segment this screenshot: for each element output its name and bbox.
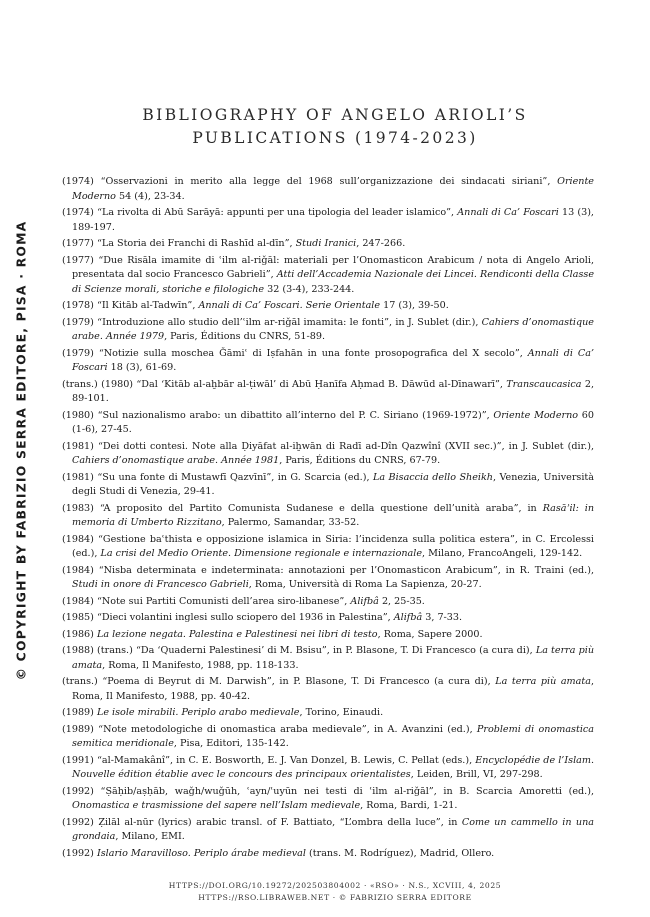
entry-text: (1981) “Su una fonte di Mustawfī Qazvīnī”, in G. Scarcia (ed.),: [62, 471, 373, 483]
entry-text: (1985) “Dieci volantini inglesi sullo sciopero del 1936 in Palestina”,: [62, 612, 394, 623]
entry-text: (1988) (trans.) “Da ‘Quaderni Palestinesi’ di M. Bsisu”, in P. Blasone, T. Di Francesco (a cura di),: [62, 645, 536, 656]
bibliography-entry: [62, 564, 594, 593]
entry-text-tail: , Roma, Il Manifesto, 1988, pp. 40-42.: [72, 676, 594, 702]
entry-italic-title: Encyclopédie de l’Islam. Nouvelle édition établie avec le concours des principaux orientalistes: [72, 754, 594, 780]
entry-text-tail: , Roma, Il Manifesto, 1988, pp. 118-133.: [102, 659, 299, 671]
entry-italic-title: Atti dell’Accademia Nazionale dei Lincei. Rendiconti della Classe di Scienze morali, storiche e filologiche: [72, 269, 594, 295]
bibliography-list: [62, 175, 594, 863]
bibliography-entry: [62, 706, 594, 721]
entry-text-tail: 32 (3-4), 233-244.: [264, 283, 355, 295]
entry-text: (1979) “Introduzione allo studio dell’ʿilm ar-riǧāl imamita: le fonti”, in J. Sublet (dir.),: [62, 316, 482, 328]
bibliography-entry: [62, 502, 594, 531]
entry-text: (1974) “Osservazioni in merito alla legge del 1968 sull’organizzazione dei sindacati siriani”,: [62, 176, 558, 187]
entry-text-tail: 54 (4), 23-34.: [115, 190, 185, 202]
bibliography-entry: [62, 595, 594, 610]
entry-text-tail: , Leiden, Brill, VI, 297-298.: [410, 769, 543, 780]
bibliography-entry: [62, 440, 594, 469]
entry-text: (1992) “Ṣāḥib/aṣḥāb, waǧh/wuǧūh, ʿayn/ʿuyūn nei testi di ʿilm al-riǧāl”, in B. Scarcia Amoretti (ed.),: [62, 785, 594, 797]
entry-text: (1983) “A proposito del Partito Comunista Sudanese e della questione dell’unità araba”, in: [62, 502, 543, 514]
side-copyright-text: © COPYRIGHT BY FABRIZIO SERRA EDITORE, PISA · ROMA: [13, 220, 29, 680]
entry-italic-title: Le isole mirabili. Periplo arabo medievale: [96, 707, 300, 718]
entry-text-tail: 3, 7-33.: [422, 612, 463, 623]
bibliography-entry: [62, 378, 594, 407]
entry-italic-title: Annali di Ca’ Foscari: [72, 347, 594, 373]
bibliography-entry: [62, 175, 594, 204]
bibliography-entry: [62, 533, 594, 562]
entry-italic-title: Studi Iranici: [295, 238, 357, 249]
entry-italic-title: Studi in onore di Francesco Gabrieli: [72, 579, 249, 590]
entry-text-tail: 17 (3), 39-50.: [380, 300, 449, 311]
entry-italic-title: Come un cammello in una grondaia: [72, 816, 594, 842]
entry-text: (1992) Ẓilāl al-nūr (lyrics) arabic transl. of F. Battiato, “L’ombra della luce”, in: [62, 816, 462, 828]
entry-text: (1992): [62, 847, 97, 859]
entry-text-tail: 13 (3), 189-197.: [72, 207, 594, 233]
entry-italic-title: Alifbâ: [393, 612, 423, 623]
page-title-line-2: PUBLICATIONS (1974-2023): [192, 129, 478, 147]
entry-text: (1984) “Nisba determinata e indeterminata: annotazioni per l’Onomasticon Arabicum”, in R. Traini (ed.),: [62, 564, 594, 576]
entry-text-tail: 18 (3), 61-69.: [107, 362, 177, 373]
page-title: [90, 104, 580, 150]
entry-text-tail: , Roma, Sapere 2000.: [377, 628, 483, 640]
bibliography-entry: [62, 847, 594, 862]
entry-text-tail: 2, 25-35.: [378, 595, 425, 607]
entry-italic-title: Cahiers d’onomastique arabe. Année 1981: [72, 455, 280, 466]
entry-text: (1974) “La rivolta di Abū Sarāyā: appunti per una tipologia del leader islamico”,: [62, 207, 458, 218]
entry-text: (1979) “Notizie sulla moschea Ǧāmiʿ di Iṣfahān in una fonte prosopografica del X secolo”,: [62, 347, 528, 359]
entry-text-tail: , Roma, Bardi, 1-21.: [360, 800, 458, 811]
entry-text: (trans.) “Poema di Beyrut di M. Darwish”, in P. Blasone, T. Di Francesco (a cura di),: [62, 676, 496, 687]
entry-italic-title: Annali di Ca’ Foscari. Serie Orientale: [198, 300, 381, 311]
entry-text: (1989): [62, 707, 97, 718]
entry-italic-title: La Bisaccia dello Sheikh: [372, 471, 493, 483]
entry-italic-title: Cahiers d’onomastique arabe. Année 1979: [72, 316, 594, 342]
entry-text: (1981) “Dei dotti contesi. Note alla Ḍiyāfat al-iḫwān di Radī ad-Dîn Qazwînî (XVII sec.)”, in J. Sublet (dir.),: [62, 440, 594, 452]
bibliography-entry: [62, 754, 594, 783]
bibliography-entry: [62, 644, 594, 673]
entry-italic-title: Rasāʾil: in memoria di Umberto Rizzitano: [72, 502, 594, 528]
entry-italic-title: La lezione negata. Palestina e Palestinesi nei libri di testo: [96, 628, 378, 640]
entry-italic-title: Alifbâ: [350, 595, 379, 607]
entry-text-tail: 60 (1-6), 27-45.: [72, 409, 594, 435]
entry-italic-title: Transcaucasica: [506, 378, 582, 390]
entry-text-tail: , Palermo, Samandar, 33-52.: [221, 517, 360, 528]
bibliography-entry: [62, 723, 594, 752]
entry-text-tail: , Paris, Éditions du CNRS, 67-79.: [279, 455, 441, 466]
entry-text-tail: , Paris, Éditions du CNRS, 51-89.: [164, 331, 326, 342]
entry-italic-title: Oriente Moderno: [493, 409, 579, 421]
entry-text-tail: , Pisa, Editori, 135-142.: [173, 738, 289, 749]
bibliography-entry: [62, 237, 594, 252]
entry-italic-title: Onomastica e trasmissione del sapere nell’Islam medievale: [72, 800, 361, 811]
entry-text: (1977) “La Storia dei Franchi di Rashīd al-dīn”,: [62, 238, 296, 249]
entry-text: (1984) “Note sui Partiti Comunisti dell’area siro-libanese”,: [62, 595, 351, 607]
footer-doi-line: HTTPS://DOI.ORG/10.19272/202503804002 · «RSO» · N.S., XCVIII, 4, 2025: [168, 881, 502, 890]
entry-italic-title: Annali di Ca’ Foscari: [457, 207, 559, 218]
bibliography-entry: [62, 471, 594, 500]
entry-italic-title: Islario Maravilloso. Periplo árabe medieval: [96, 847, 306, 859]
entry-text: (1991) “al-Mamakânî”, in C. E. Bosworth, E. J. Van Donzel, B. Lewis, C. Pellat (eds.),: [62, 754, 476, 766]
entry-italic-title: Oriente Moderno: [72, 176, 594, 202]
entry-italic-title: La terra più amata: [72, 645, 595, 671]
bibliography-entry: [62, 347, 594, 376]
bibliography-entry: [62, 206, 594, 235]
entry-italic-title: La terra più amata: [495, 676, 591, 687]
bibliography-entry: [62, 628, 594, 643]
entry-text-tail: , Torino, Einaudi.: [299, 707, 384, 718]
entry-text: (1984) “Gestione baʿthista e opposizione islamica in Siria: l’incidenza sulla politica estera”, in C. Ercolessi (ed.),: [62, 533, 594, 559]
page-title-line-1: BIBLIOGRAPHY OF ANGELO ARIOLI’S: [142, 106, 528, 124]
entry-text-tail: , Venezia, Università degli Studi di Venezia, 29-41.: [72, 471, 594, 497]
entry-text: (1986): [62, 628, 97, 640]
entry-text: (1978) “Il Kitāb al-Tadwīn”,: [62, 300, 199, 311]
entry-italic-title: La crisi del Medio Oriente. Dimensione regionale e internazionale: [100, 548, 423, 559]
side-copyright-notice: [11, 200, 31, 700]
entry-text-tail: (trans. M. Rodríguez), Madrid, Ollero.: [305, 847, 495, 859]
bibliography-entry: [62, 409, 594, 438]
entry-text: (trans.) (1980) “Dal ‘Kitāb al-aḫbār al-ṭiwāl’ di Abū Ḥanīfa Aḥmad B. Dāwūd al-Dīnawarī”,: [62, 378, 507, 390]
bibliography-entry: [62, 785, 594, 814]
entry-text-tail: , Roma, Università di Roma La Sapienza, 20-27.: [248, 579, 482, 590]
bibliography-entry: [62, 299, 594, 314]
bibliography-entry: [62, 816, 594, 845]
bibliography-entry: [62, 316, 594, 345]
entry-text-tail: , 247-266.: [356, 238, 406, 249]
entry-text: (1989) “Note metodologiche di onomastica araba medievale”, in A. Avanzini (ed.),: [62, 723, 477, 735]
entry-text-tail: 2, 89-101.: [72, 378, 595, 404]
footer-publisher-line: HTTPS://RSO.LIBRAWEB.NET · © FABRIZIO SERRA EDITORE: [198, 893, 472, 902]
entry-italic-title: Problemi di onomastica semitica meridionale: [72, 723, 594, 749]
entry-text-tail: , Milano, FrancoAngeli, 129-142.: [422, 548, 583, 559]
bibliography-entry: [62, 254, 594, 298]
entry-text-tail: , Milano, EMI.: [115, 831, 185, 842]
bibliography-entry: [62, 675, 594, 704]
page-footer: [90, 880, 580, 904]
entry-text: (1977) “Due Risāla imamite di ʿilm al-riǧāl: materiali per l’Onomasticon Arabicum / nota di Angelo Arioli, presentata dal socio Francesco Gabrieli”,: [62, 254, 594, 280]
bibliography-entry: [62, 611, 594, 626]
entry-text: (1980) “Sul nazionalismo arabo: un dibattito all’interno del P. C. Siriano (1969-1972)”,: [62, 409, 494, 421]
